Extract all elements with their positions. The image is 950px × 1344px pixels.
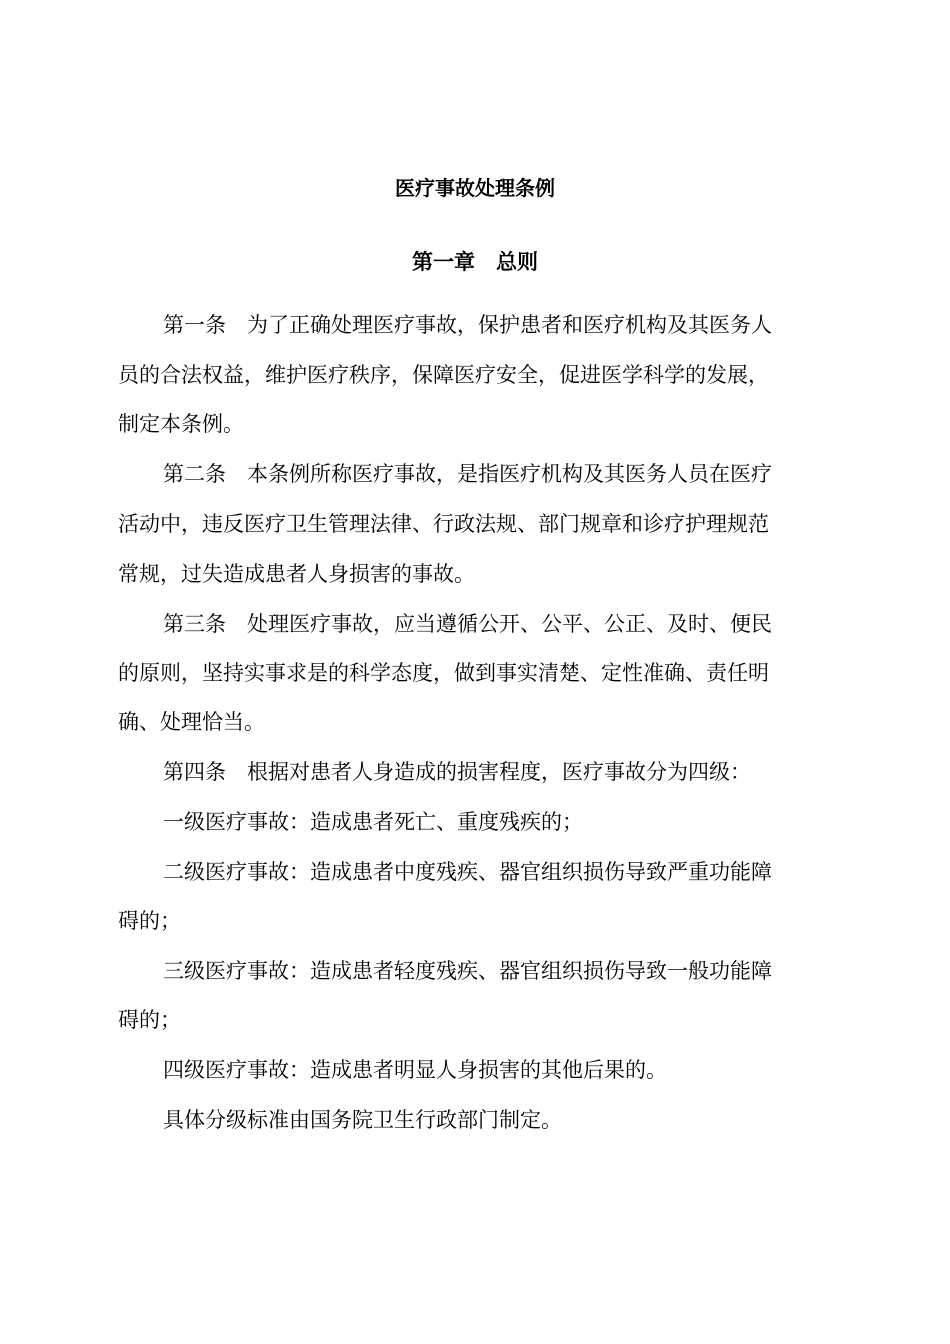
article-2-line-3: 常规，过失造成患者人身损害的事故。: [118, 562, 475, 586]
document-title: 医疗事故处理条例: [395, 176, 555, 200]
grade-3-item-line-2: 碍的；: [118, 1008, 181, 1032]
article-3-line-3: 确、处理恰当。: [118, 710, 265, 734]
article-2-line-1: 第二条 本条例所称医疗事故，是指医疗机构及其医务人员在医疗: [163, 462, 772, 486]
article-1-line-2: 员的合法权益，维护医疗秩序，保障医疗安全，促进医学科学的发展，: [118, 363, 769, 387]
grade-1-item: 一级医疗事故：造成患者死亡、重度残疾的；: [163, 810, 583, 834]
article-1-line-1: 第一条 为了正确处理医疗事故，保护患者和医疗机构及其医务人: [163, 313, 772, 337]
grading-standard-note: 具体分级标准由国务院卫生行政部门制定。: [163, 1108, 562, 1132]
article-4-line-1: 第四条 根据对患者人身造成的损害程度，医疗事故分为四级：: [163, 760, 751, 784]
article-3-line-2: 的原则，坚持实事求是的科学态度，做到事实清楚、定性准确、责任明: [118, 661, 769, 685]
grade-4-item: 四级医疗事故：造成患者明显人身损害的其他后果的。: [163, 1058, 667, 1082]
article-1-line-3: 制定本条例。: [118, 412, 244, 436]
article-2-line-2: 活动中，违反医疗卫生管理法律、行政法规、部门规章和诊疗护理规范: [118, 512, 769, 536]
grade-2-item-line-2: 碍的；: [118, 909, 181, 933]
chapter-heading: 第一章 总则: [412, 250, 538, 274]
article-3-line-1: 第三条 处理医疗事故，应当遵循公开、公平、公正、及时、便民: [163, 612, 772, 636]
grade-3-item-line-1: 三级医疗事故：造成患者轻度残疾、器官组织损伤导致一般功能障: [163, 959, 772, 983]
grade-2-item-line-1: 二级医疗事故：造成患者中度残疾、器官组织损伤导致严重功能障: [163, 860, 772, 884]
